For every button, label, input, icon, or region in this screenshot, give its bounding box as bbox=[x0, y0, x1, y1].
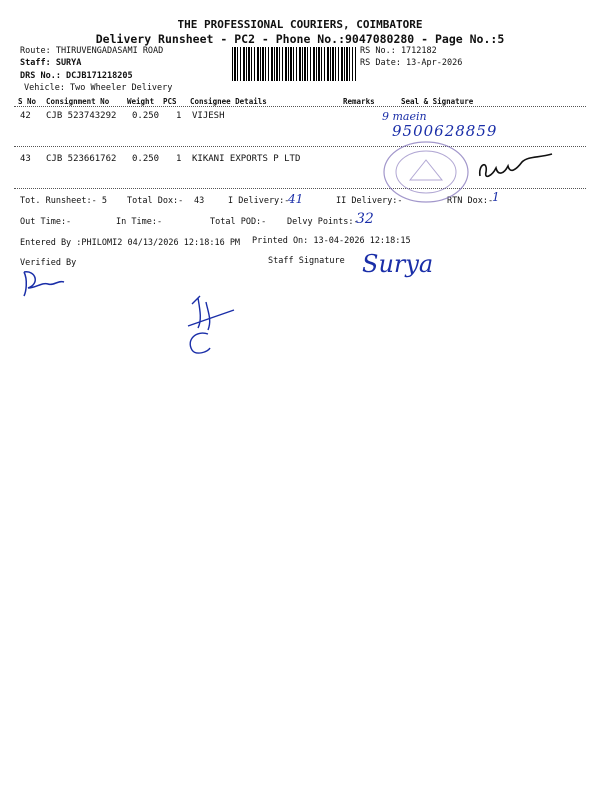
in-time-label: In Time:- bbox=[116, 217, 163, 227]
out-time-label: Out Time:- bbox=[20, 217, 72, 227]
row-consignment: CJB 523661762 bbox=[46, 154, 117, 164]
row-weight: 0.250 bbox=[132, 111, 160, 121]
route-label: Route: THIRUVENGADASAMI ROAD bbox=[20, 46, 164, 56]
delvy-points-label: Delvy Points:- bbox=[287, 217, 359, 227]
verified-by-label: Verified By bbox=[20, 258, 77, 268]
total-pod-label: Total POD:- bbox=[210, 217, 267, 227]
row-pcs: 1 bbox=[176, 111, 182, 121]
total-dox-value: 43 bbox=[194, 196, 205, 206]
rs-number: RS No.: 1712182 bbox=[360, 46, 437, 56]
rtn-dox-label: RTN Dox:- bbox=[447, 196, 494, 206]
company-title: THE PROFESSIONAL COURIERS, COIMBATORE bbox=[177, 18, 423, 31]
row-pcs: 1 bbox=[176, 154, 182, 164]
col-remarks: Remarks bbox=[343, 97, 375, 106]
col-consignment: Consignment No bbox=[46, 97, 110, 106]
printed-on: Printed On: 13-04-2026 12:18:15 bbox=[252, 236, 411, 246]
col-consignee: Consignee Details bbox=[190, 97, 267, 106]
staff-signature-label: Staff Signature bbox=[268, 256, 345, 266]
handwritten-rtn: 1 bbox=[492, 190, 500, 204]
seal-stamp bbox=[380, 140, 472, 204]
col-pcs: PCS bbox=[163, 97, 177, 106]
rs-date: RS Date: 13-Apr-2026 bbox=[360, 58, 463, 68]
staff-label: Staff: SURYA bbox=[20, 58, 82, 68]
handwritten-name: 9 maein bbox=[382, 110, 427, 123]
i-delivery-label: I Delivery:- bbox=[228, 196, 290, 206]
verifier-signature bbox=[18, 266, 68, 300]
initials-scribble bbox=[178, 290, 242, 358]
row-consignee: KIKANI EXPORTS P LTD bbox=[192, 154, 301, 164]
tot-runsheet: Tot. Runsheet:- 5 bbox=[20, 196, 107, 206]
drs-number: DRS No.: DCJB171218205 bbox=[20, 71, 133, 81]
row-sno: 43 bbox=[20, 154, 31, 164]
ii-delivery-label: II Delivery:- bbox=[336, 196, 403, 206]
vehicle-label: Vehicle: Two Wheeler Delivery bbox=[24, 83, 173, 93]
entered-by: Entered By :PHILOMI2 04/13/2026 12:18:16 PM bbox=[20, 238, 241, 248]
row-consignee: VIJESH bbox=[192, 111, 225, 121]
col-weight: Weight bbox=[127, 97, 155, 106]
header-divider bbox=[14, 106, 586, 107]
handwritten-phone: 9500628859 bbox=[392, 122, 498, 140]
handwritten-delvy-points: 32 bbox=[356, 211, 374, 227]
row-weight: 0.250 bbox=[132, 154, 160, 164]
col-sno: S No bbox=[18, 97, 37, 106]
total-dox-label: Total Dox:- bbox=[127, 196, 184, 206]
row-sno: 42 bbox=[20, 111, 31, 121]
recipient-signature bbox=[474, 146, 560, 186]
row-consignment: CJB 523743292 bbox=[46, 111, 117, 121]
col-seal: Seal & Signature bbox=[401, 97, 474, 106]
barcode bbox=[232, 47, 356, 81]
row-divider bbox=[14, 188, 586, 189]
runsheet-subtitle: Delivery Runsheet - PC2 - Phone No.:9047080280 - Page No.:5 bbox=[95, 32, 505, 46]
handwritten-staff-signature: Surya bbox=[362, 250, 434, 278]
handwritten-i-delivery: 41 bbox=[288, 192, 304, 206]
